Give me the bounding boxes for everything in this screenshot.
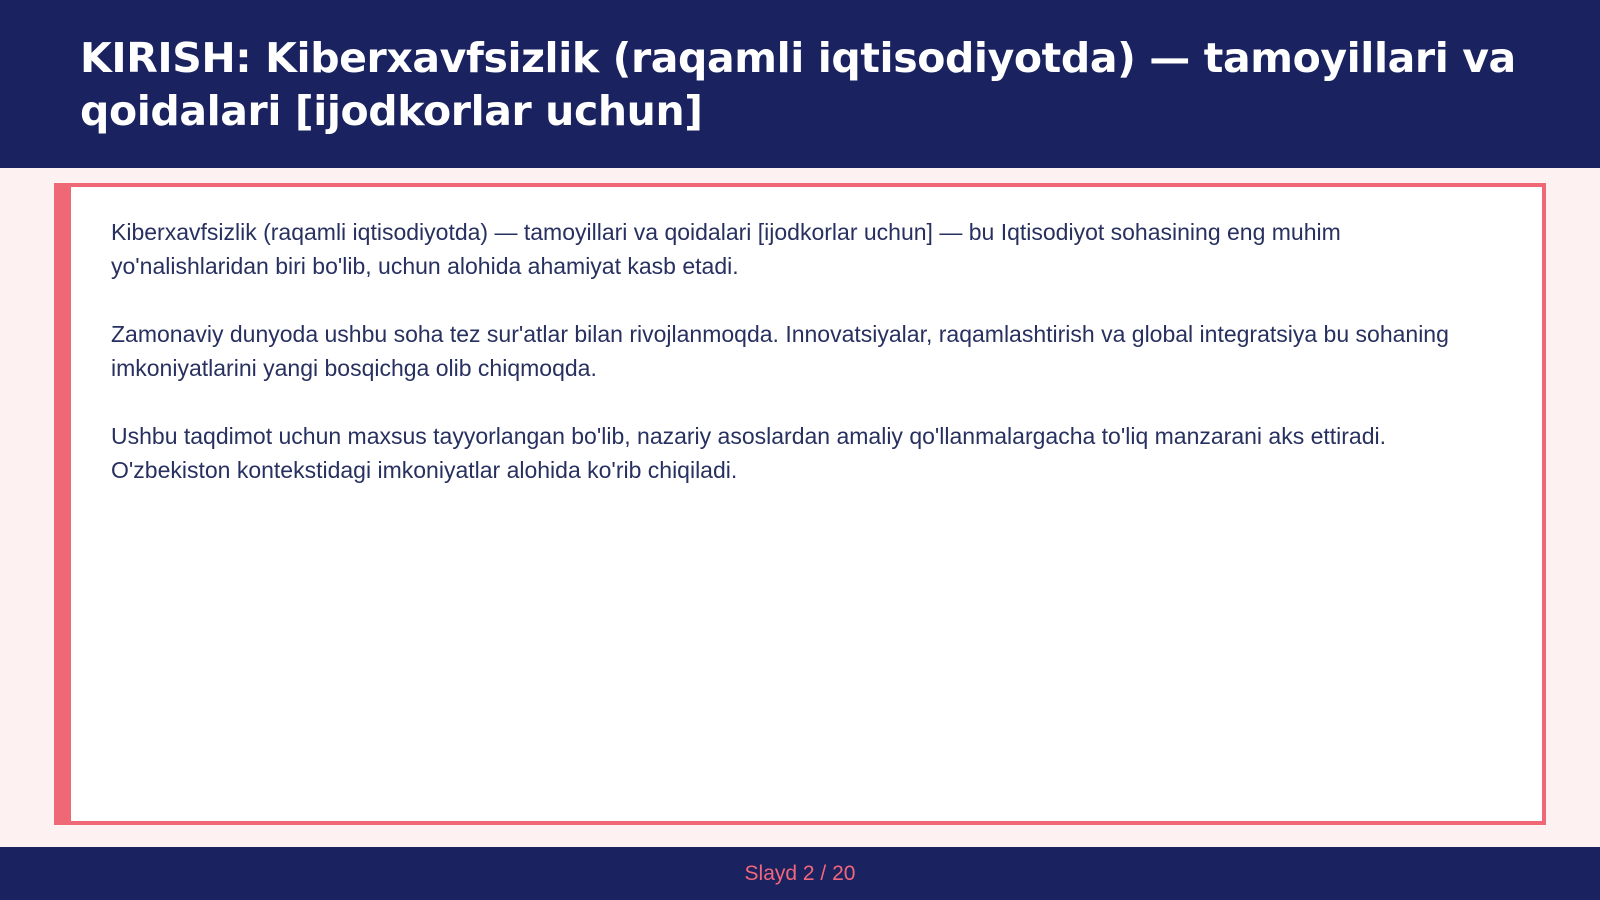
development-paragraph: Zamonaviy dunyoda ushbu soha tez sur'atlar bilan rivojlanmoqda. Innovatsiyalar, raqamlashtirish va global integratsiya bu sohaning imkoniyatlarini yangi bosqichga olib chiqmoqda.	[111, 321, 1449, 381]
slide-footer	[0, 847, 1600, 900]
slide-number: Slayd 2 / 20	[744, 861, 856, 885]
slide-title: KIRISH: Kiberxavfsizlik (raqamli iqtisodiyotda) — tamoyillari va qoidalari [ijodkorlar uchun]	[80, 34, 1516, 135]
slide-header	[0, 0, 1600, 168]
presentation-paragraph: Ushbu taqdimot uchun maxsus tayyorlangan bo'lib, nazariy asoslardan amaliy qo'llanmalargacha to'liq manzarani aks ettiradi. O'zbekiston kontekstidagi imkoniyatlar alohida ko'rib chiqiladi.	[111, 423, 1387, 483]
content-card	[54, 183, 1546, 825]
intro-paragraph: Kiberxavfsizlik (raqamli iqtisodiyotda) — tamoyillari va qoidalari [ijodkorlar uchun] — bu Iqtisodiyot sohasining eng muhim yo'nalishlaridan biri bo'lib, uchun alohida ahamiyat kasb etadi.	[111, 219, 1341, 279]
